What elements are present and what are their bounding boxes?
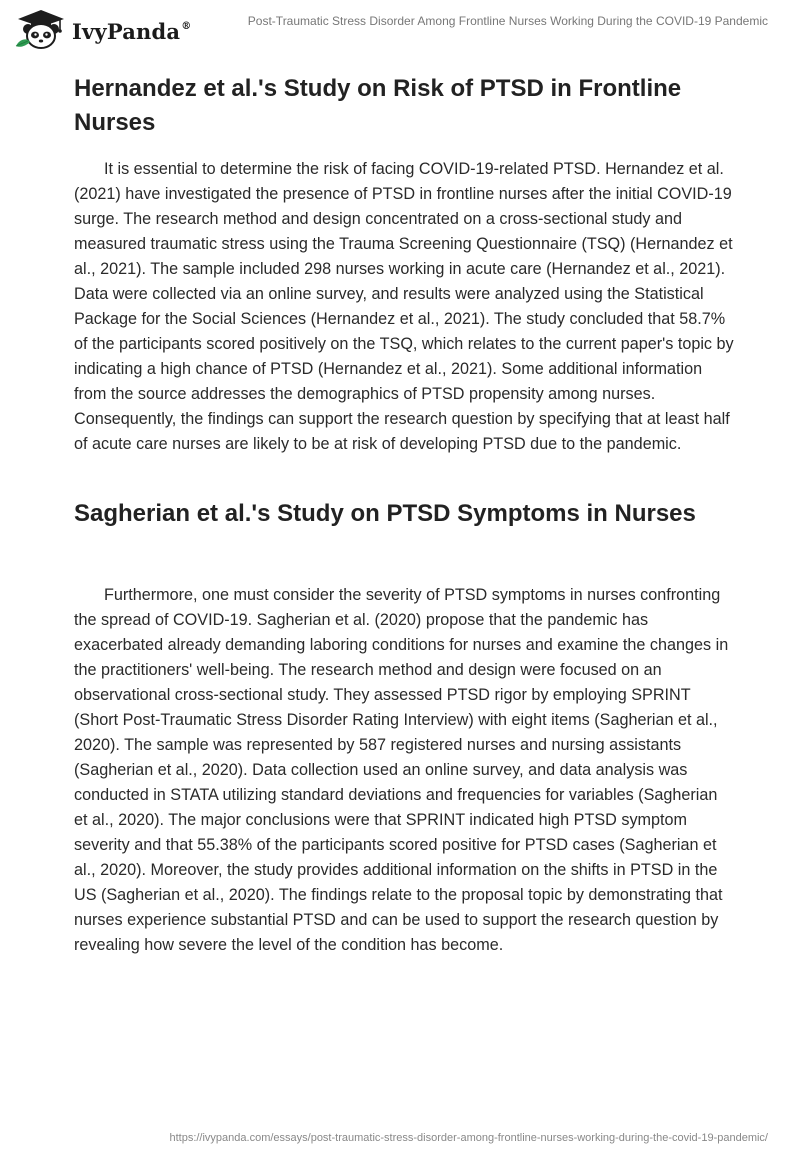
panda-graduation-cap-icon [14, 8, 68, 50]
logo-wordmark: IvyPanda® [72, 18, 192, 44]
section-heading-sagherian: Sagherian et al.'s Study on PTSD Symptoms in Nurses [74, 500, 696, 527]
document-title: Post-Traumatic Stress Disorder Among Frontline Nurses Working During the COVID-19 Pandemic [247, 14, 768, 28]
ivypanda-logo[interactable] [14, 8, 191, 50]
registered-mark: ® [181, 20, 192, 32]
paragraph-hernandez: It is essential to determine the risk of facing COVID-19-related PTSD. Hernandez et al. (2021) have investigated the presence of PTSD in frontline nurses after the initial COVID-19 surge. The research method and design concentrated on a cross-sectional study and measured traumatic stress using the Trauma Screening Questionnaire (TSQ) (Hernandez et al., 2021). The sample included 298 nurses working in acute care (Hernandez et al., 2021). Data were collected via an online survey, and results were analyzed using the Statistical Package for the Social Sciences (Hernandez et al., 2021). The study concluded that 58.7% of the participants scored positively on the TSQ, which relates to the current paper's topic by indicating a high chance of PTSD (Hernandez et al., 2021). Some additional information from the source addresses the demographics of PTSD propensity among nurses. Consequently, the findings can support the research question by specifying that at least half of acute care nurses are likely to be at risk of developing PTSD due to the pandemic. [74, 160, 734, 453]
section-heading-hernandez: Hernandez et al.'s Study on Risk of PTSD in Frontline Nurses [74, 75, 682, 136]
paragraph-sagherian: Furthermore, one must consider the severity of PTSD symptoms in nurses confronting the spread of COVID-19. Sagherian et al. (2020) propose that the pandemic has exacerbated already demanding laboring conditions for nurses and examine the changes in the practitioners' well-being. The research method and design were focused on an observational cross-sectional study. They assessed PTSD rigor by employing SPRINT (Short Post-Traumatic Stress Disorder Rating Interview) with eight items (Sagherian et al., 2020). The sample was represented by 587 registered nurses and nursing assistants (Sagherian et al., 2020). Data collection used an online survey, and data analysis was conducted in STATA utilizing standard deviations and frequencies for variables (Sagherian et al., 2020). The major conclusions were that SPRINT indicated high PTSD symptom severity and that 55.38% of the participants scored positive for PTSD cases (Sagherian et al., 2020). Moreover, the study provides additional information on the shifts in PTSD in the US (Sagherian et al., 2020). The findings relate to the proposal topic by demonstrating that nurses experience substantial PTSD and can be used to support the research question by revealing how severe the level of the condition has become. [74, 586, 729, 954]
source-url[interactable]: https://ivypanda.com/essays/post-traumatic-stress-disorder-among-frontline-nurses-working-during-the-covid-19-pandemic/ [169, 1132, 768, 1144]
